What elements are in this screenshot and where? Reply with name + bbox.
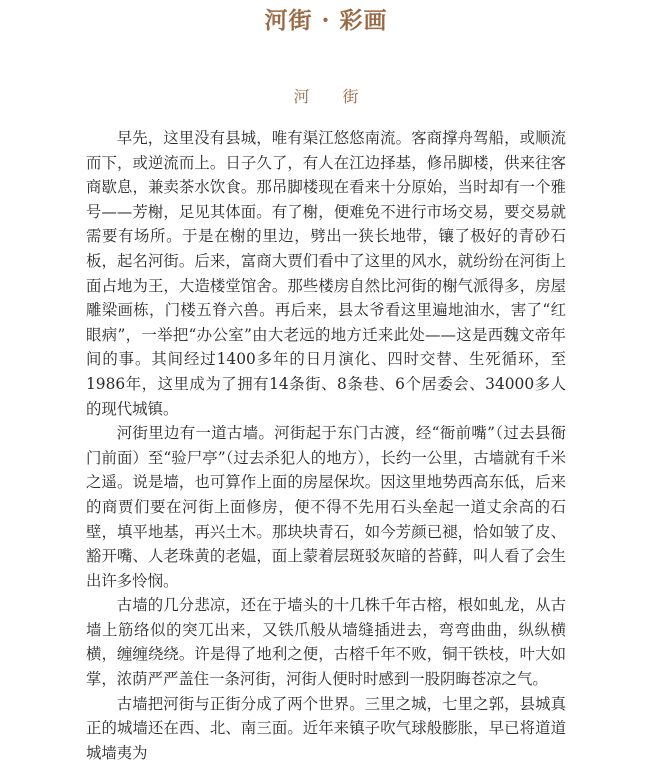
paragraph: 早先，这里没有县城，唯有渠江悠悠南流。客商撑舟驾船，或顺流而下，或逆流而上。日子久了，有人在江边择基，修吊脚楼，供来往客商歇息，兼卖茶水饮食。那吊脚楼现在看来十分原始，当时却有一个雅号——芳榭，足见其体面。有了榭，便难免不进行市场交易，要交易就需要有场所。于是在榭的里边，劈出一狭长地带，镶了极好的青砂石板，起名河街。后来，富商大贾们看中了这里的风水，就纷纷在河街上面占地为王，大造楼堂馆舍。那些楼房自然比河街的榭气派得多，房屋雕梁画栋，门楼五脊六兽。再后来，县太爷看这里遍地油水，害了“红眼病”，一举把“办公室”由大老远的地方迁来此处——这是西魏文帝年间的事。其间经过1400多年的日月演化、四时交替、生死循环，至1986年，这里成为了拥有14条街、8条巷、6个居委会、34000多人的现代城镇。	[86, 129, 566, 418]
paragraph: 河街里边有一道古墙。河街起于东门古渡，经“衙前嘴”（过去县衙门前面）至“验尸亭”（过去杀犯人的地方），长约一公里，古墙就有千米之遥。说是墙，也可算作上面的房屋保坎。因这里地势西高东低，后来的商贾们要在河街上面修房，便不得不先用石头垒起一道丈余高的石壁，填平地基，再兴土木。那块块青石，如今芳颜已褪，恰如皱了皮、豁开嘴、人老珠黄的老媪，面上蒙着层斑驳灰暗的苔藓，叫人看了会生出许多怜悯。	[86, 424, 566, 590]
section-title: 河 街	[293, 87, 373, 106]
page-title: 河街 · 彩画	[264, 7, 388, 34]
paragraph: 古墙的几分悲凉，还在于墙头的十几株千年古榕，根如虬龙，从古墙上筋络似的突兀出来，又铁爪般从墙缝插进去，弯弯曲曲，纵纵横横，缠缠绕绕。许是得了地利之便，古榕千年不败，铜干铁枝，叶大如掌，浓荫严严盖住一条河街，河街人便时时感到一股阴晦苍凉之气。	[86, 596, 566, 689]
paragraph: 古墙把河街与正街分成了两个世界。三里之城，七里之郭，县城真正的城墙还在西、北、南三面。近年来镇子吹气球般膨胀，早已将道道城墙夷为	[86, 694, 566, 762]
article-body	[86, 126, 566, 765]
